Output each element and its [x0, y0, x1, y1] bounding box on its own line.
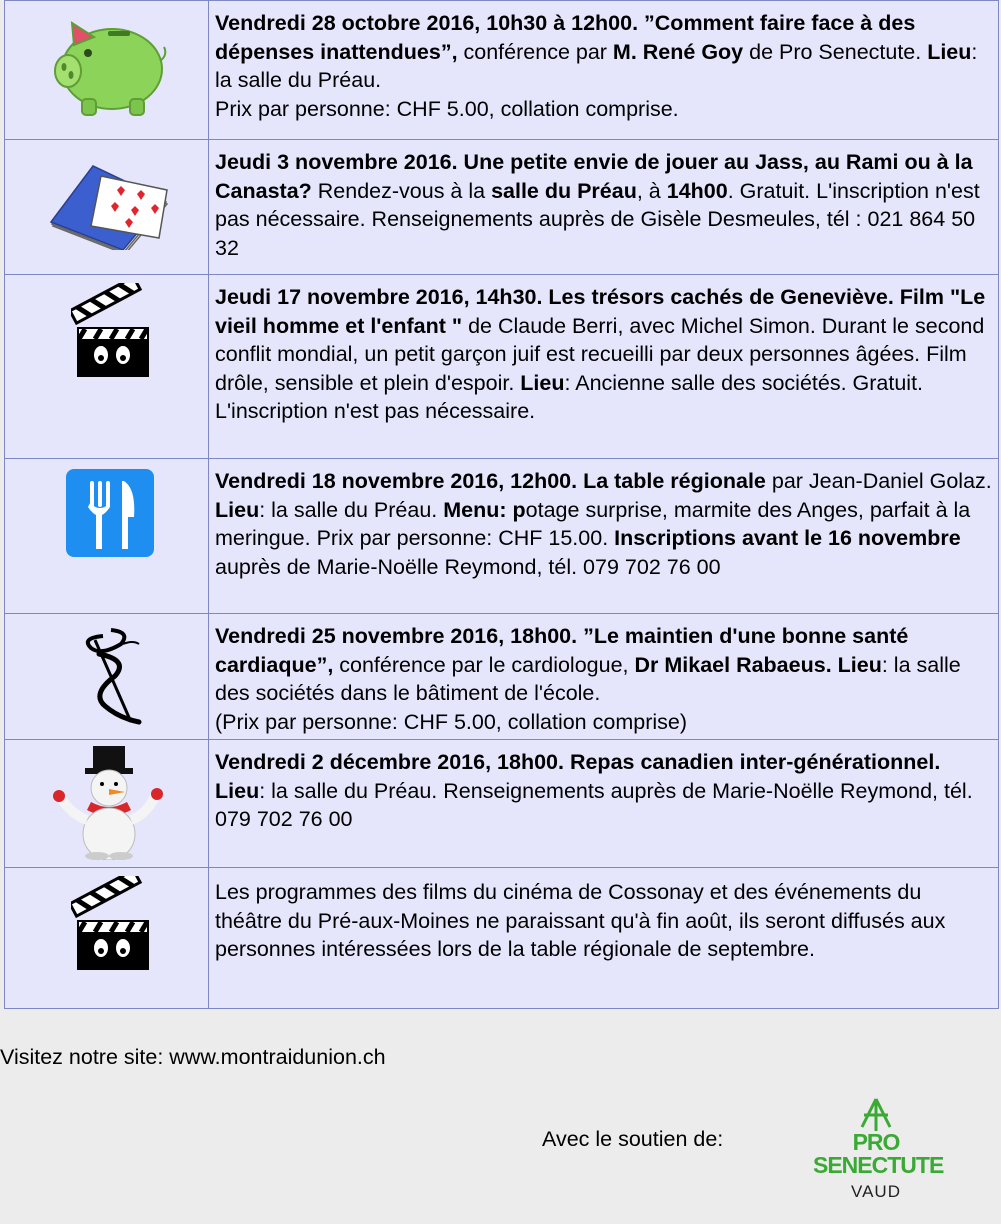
- event-text-cell: [209, 740, 999, 868]
- snowman-icon: [49, 744, 169, 860]
- event-text-bold: Inscriptions avant le 16 novembre: [614, 526, 961, 551]
- event-text-cell: [209, 140, 999, 275]
- event-text: : la salle des sociétés dans le bâtiment de l'école.: [215, 652, 961, 706]
- event-text: : Ancienne salle des sociétés. Gratuit. L'inscription n'est pas nécessaire.: [215, 370, 924, 424]
- event-icon-cell: [5, 140, 209, 275]
- event-description: [209, 275, 998, 426]
- event-text-bold: Lieu: [927, 39, 972, 64]
- event-description: [209, 614, 998, 736]
- film-clapper-icon: [71, 876, 161, 976]
- event-text: de Claude Berri, avec Michel Simon. Durant le second conflit mondial, un petit garçon juif est recueilli par deux personnes âgées. Film drôle, sensible et plein d'espoir.: [215, 313, 985, 395]
- event-text-bold: Vendredi 2 décembre 2016, 18h00. Repas canadien inter-générationnel. Lieu: [215, 750, 941, 803]
- event-description: [209, 868, 998, 964]
- event-text-bold: Lieu: [520, 370, 565, 395]
- piggy-bank-icon: [50, 11, 170, 121]
- event-text-bold: M. René Goy: [612, 39, 744, 64]
- event-text-bold: Menu: p: [443, 497, 526, 522]
- event-text-cell: [209, 1, 999, 140]
- event-text-cell: [209, 614, 999, 740]
- event-text-bold: Lieu: [215, 497, 260, 522]
- event-text-cell: [209, 868, 999, 1009]
- event-row: [5, 740, 999, 868]
- event-text-bold: Vendredi 18 novembre 2016, 12h00. La table régionale: [215, 469, 766, 493]
- logo-text-vaud: VAUD: [851, 1182, 901, 1201]
- event-text: Prix par personne: CHF 5.00, collation comprise.: [215, 96, 679, 121]
- event-text-bold: Vendredi 28 octobre 2016, 10h30 à 12h00. ”Comment faire face à des dépenses inattendues”,: [215, 11, 916, 64]
- event-text: : la salle du Préau. Renseignements auprès de Marie-Noëlle Reymond, tél. 079 702 76 00: [215, 778, 973, 832]
- event-row: [5, 1, 999, 140]
- event-text: : la salle du Préau.: [259, 497, 444, 522]
- playing-cards-icon: [45, 160, 175, 250]
- pro-senectute-logo: [813, 1097, 944, 1207]
- logo-text-senectute: SENECTUTE: [813, 1152, 944, 1178]
- event-icon-cell: [5, 275, 209, 459]
- event-text-bold: Jeudi 17 novembre 2016, 14h30. Les trésors cachés de Geneviève. Film "Le vieil homme et l'enfant ": [215, 285, 986, 338]
- event-row: [5, 459, 999, 614]
- event-text: . Gratuit. L'inscription n'est pas nécessaire. Renseignements auprès de Gisèle Desmeules, tél : 021 864 50 32: [215, 178, 980, 260]
- event-row: [5, 614, 999, 740]
- events-table: [4, 0, 999, 1009]
- event-text-bold: Jeudi 3 novembre 2016. Une petite envie de jouer au Jass, au Rami ou à la Canasta?: [215, 150, 973, 203]
- event-icon-cell: [5, 740, 209, 868]
- film-clapper-icon: [71, 283, 161, 383]
- event-description: [209, 1, 998, 123]
- event-text-bold: Dr Mikael Rabaeus. Lieu: [634, 652, 882, 677]
- caduceus-snake-icon: [73, 622, 153, 732]
- event-row: [5, 275, 999, 459]
- event-text: auprès de Marie-Noëlle Reymond, tél. 079 702 76 00: [215, 554, 721, 579]
- event-text-bold: salle du Préau: [491, 178, 637, 203]
- event-text: : la salle du Préau.: [215, 39, 978, 93]
- logo-text-pro: PRO: [852, 1129, 900, 1155]
- event-text-bold: Vendredi 25 novembre 2016, 18h00. ”Le maintien d'une bonne santé cardiaque”,: [215, 624, 909, 677]
- event-icon-cell: [5, 459, 209, 614]
- event-text: Rendez-vous à la: [311, 178, 492, 203]
- event-text: (Prix par personne: CHF 5.00, collation comprise): [215, 709, 687, 734]
- event-text: conférence par le cardiologue,: [333, 652, 635, 677]
- event-text: Les programmes des films du cinéma de Cossonay et des événements du théâtre du Pré-aux-Moines ne paraissant qu'à fin août, ils seront diffusés aux personnes intéressées lors de la table régionale de septembre.: [215, 880, 946, 962]
- event-text-cell: [209, 459, 999, 614]
- event-text: otage surprise, marmite des Anges, parfait à la meringue. Prix par personne: CHF 15.00.: [215, 497, 971, 551]
- event-icon-cell: [5, 614, 209, 740]
- website-note: Visitez notre site: www.montraidunion.ch: [0, 1045, 386, 1069]
- event-icon-cell: [5, 868, 209, 1009]
- pro-senectute-emblem-icon: [856, 1097, 896, 1133]
- event-description: [209, 459, 998, 581]
- event-text: conférence par: [457, 39, 613, 64]
- event-description: [209, 740, 998, 834]
- event-row: [5, 140, 999, 275]
- event-text: , à: [636, 178, 667, 203]
- event-text: de Pro Senectute.: [743, 39, 928, 64]
- event-description: [209, 140, 998, 262]
- event-text-cell: [209, 275, 999, 459]
- support-label: Avec le soutien de:: [542, 1127, 724, 1151]
- event-row: [5, 868, 999, 1009]
- event-text-bold: 14h00: [666, 178, 728, 203]
- restaurant-fork-knife-icon: [66, 469, 154, 557]
- event-text: par Jean-Daniel Golaz.: [765, 469, 992, 493]
- event-icon-cell: [5, 1, 209, 140]
